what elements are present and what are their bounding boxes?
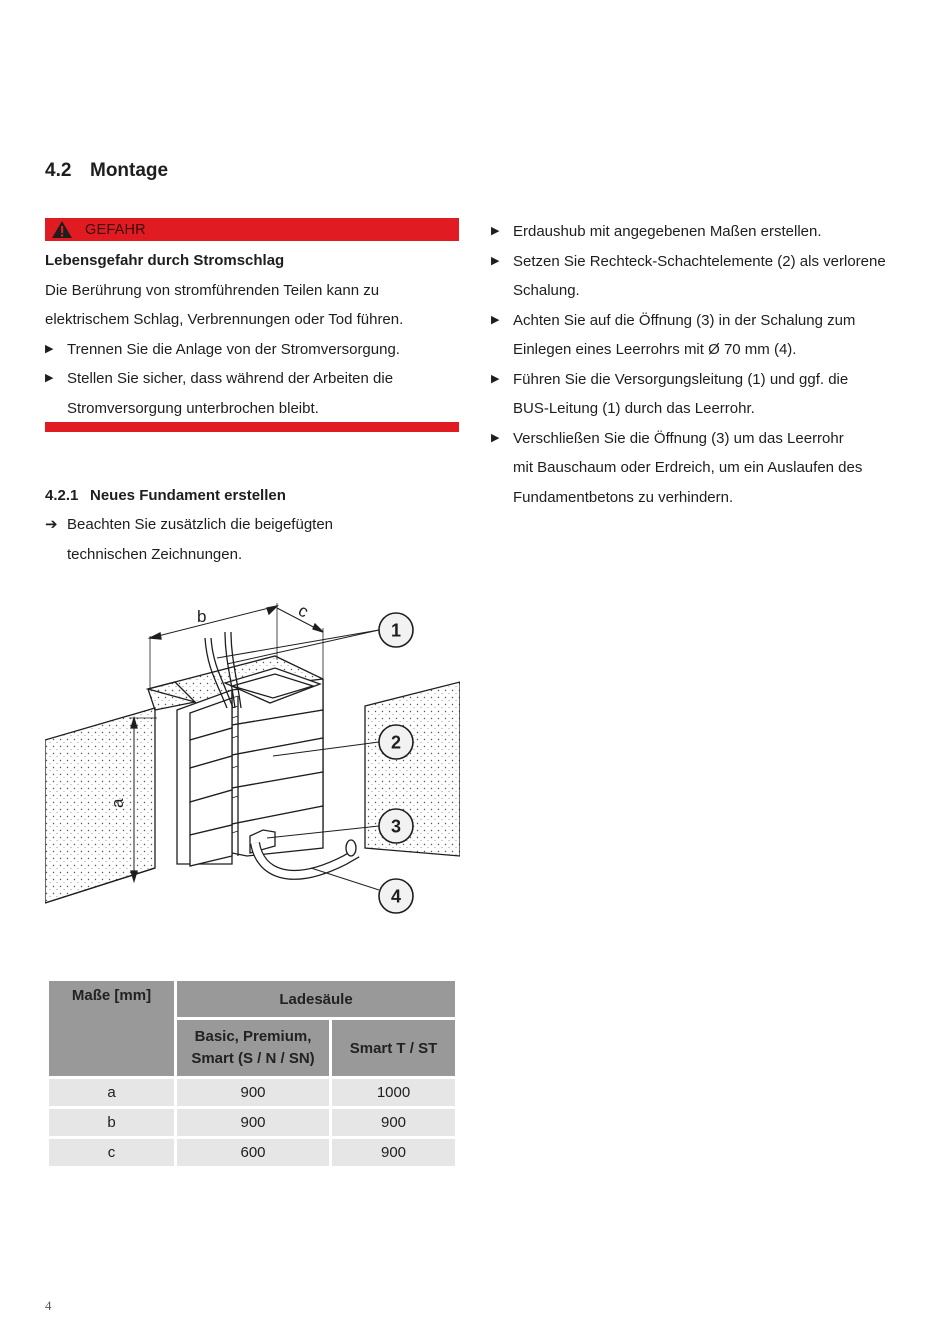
subsection-note (45, 510, 465, 569)
page-number: 4 (45, 1298, 52, 1313)
row-value: 900 (177, 1079, 329, 1106)
row-value: 1000 (332, 1079, 455, 1106)
danger-bullet (45, 335, 465, 365)
step-text: Führen Sie die Versorgungsleitung (1) und ggf. die (513, 370, 849, 388)
step-text: Einlegen eines Leerrohrs mit Ø 70 mm (4). (513, 341, 797, 358)
subsection-number: 4.2.1 (45, 487, 79, 504)
dimensions-table (46, 978, 458, 1169)
header-col1: Basic, Premium, Smart (S / N / SN) (177, 1020, 329, 1076)
row-value: 900 (332, 1139, 455, 1166)
row-label: a (49, 1079, 174, 1106)
dim-label-a: a (108, 798, 127, 808)
foundation-drawing (45, 598, 460, 918)
bullet-triangle-icon: ▶ (491, 372, 500, 385)
danger-label: GEFAHR (85, 221, 146, 238)
dim-label-b: b (197, 607, 207, 626)
danger-content (45, 246, 465, 423)
danger-bullet-text: Trennen Sie die Anlage von der Stromversorgung. (67, 340, 400, 358)
step-text: Verschließen Sie die Öffnung (3) um das Leerrohr (513, 429, 844, 447)
step-item (491, 247, 911, 306)
row-value: 900 (177, 1109, 329, 1136)
dim-label-c: c (295, 600, 312, 622)
step-text: mit Bauschaum oder Erdreich, um ein Auslaufen des (513, 459, 863, 476)
note-line: Beachten Sie zusätzlich die beigefügten (67, 516, 334, 533)
danger-bullet-text: Stromversorgung unterbrochen bleibt. (67, 399, 319, 417)
header-col2: Smart T / ST (332, 1020, 455, 1076)
header-dimensions: Maße [mm] (49, 981, 174, 1076)
bullet-triangle-icon: ▶ (45, 372, 54, 384)
danger-banner (45, 218, 459, 241)
danger-text-line: elektrischem Schlag, Verbrennungen oder Tod führen. (45, 311, 404, 328)
row-label: c (49, 1139, 174, 1166)
subsection-heading (45, 481, 286, 511)
section-heading (45, 160, 168, 182)
bullet-triangle-icon: ▶ (491, 254, 500, 267)
step-item (491, 217, 911, 247)
callout-4-label: 4 (390, 886, 402, 907)
row-value: 900 (332, 1109, 455, 1136)
danger-heading: Lebensgefahr durch Stromschlag (45, 252, 285, 269)
step-item (491, 424, 911, 513)
section-number: 4.2 (45, 160, 72, 181)
bullet-triangle-icon: ▶ (491, 225, 500, 237)
step-text: Erdaushub mit angegebenen Maßen erstellen. (513, 223, 822, 240)
step-text: BUS-Leitung (1) durch das Leerrohr. (513, 400, 755, 417)
table-row (49, 1079, 455, 1106)
callout-3-label: 3 (390, 816, 402, 837)
warning-triangle-icon (51, 220, 73, 239)
bullet-triangle-icon: ▶ (491, 431, 500, 444)
row-label: b (49, 1109, 174, 1136)
arrow-right-icon: ➔ (45, 516, 58, 533)
danger-end-bar (45, 422, 459, 432)
header-ladesaeule: Ladesäule (177, 981, 455, 1017)
row-value: 600 (177, 1139, 329, 1166)
table-row (49, 1109, 455, 1136)
step-text: Achten Sie auf die Öffnung (3) in der Schalung zum (513, 311, 856, 329)
callout-1-label: 1 (390, 620, 402, 641)
danger-bullet (45, 364, 465, 423)
step-text: Schalung. (513, 282, 580, 299)
section-title: Montage (90, 160, 169, 181)
step-item (491, 306, 911, 365)
step-item (491, 365, 911, 424)
dim-b-line (150, 606, 277, 638)
danger-bullet-text: Stellen Sie sicher, dass während der Arbeiten die (67, 370, 394, 387)
bullet-triangle-icon: ▶ (45, 342, 54, 355)
step-text: Setzen Sie Rechteck-Schachtelemente (2) als verlorene (513, 252, 886, 270)
steps-list (491, 217, 911, 512)
subsection-title: Neues Fundament erstellen (90, 487, 286, 504)
danger-text-line: Die Berührung von stromführenden Teilen kann zu (45, 281, 380, 299)
bullet-triangle-icon: ▶ (491, 313, 500, 326)
step-text: Fundamentbetons zu verhindern. (513, 488, 734, 506)
table-row (49, 1139, 455, 1166)
note-line: technischen Zeichnungen. (67, 545, 243, 563)
callout-2-label: 2 (390, 732, 402, 753)
